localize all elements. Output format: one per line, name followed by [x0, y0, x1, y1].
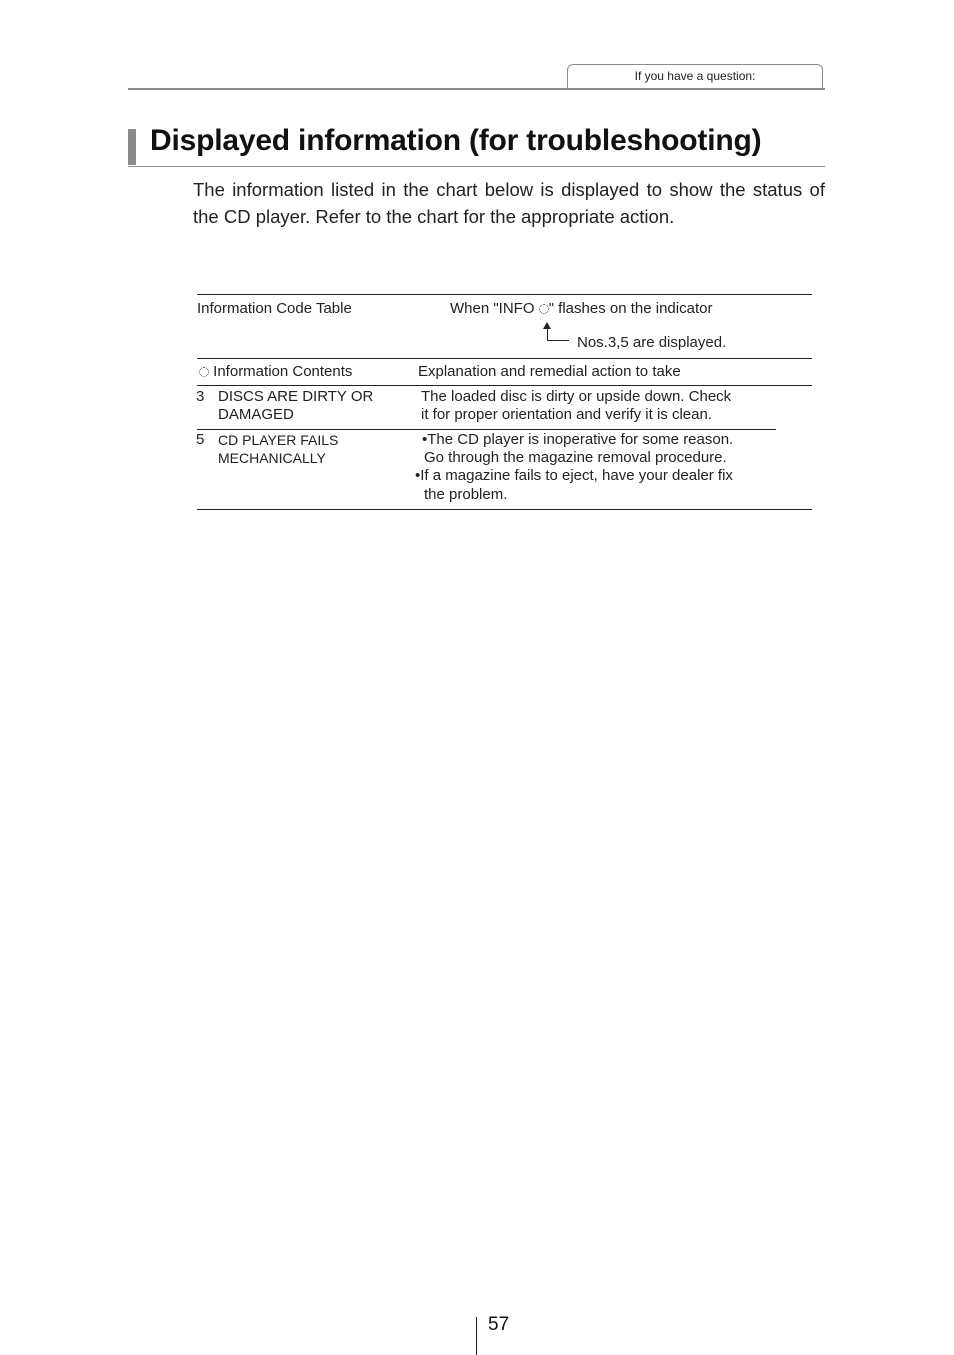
- column-header-contents-label: Information Contents: [213, 363, 353, 380]
- arrow-leg: [547, 340, 569, 341]
- explanation-line: The loaded disc is dirty or upside down. Check: [421, 388, 732, 405]
- page-number: 57: [488, 1314, 510, 1335]
- column-header-divider: [197, 385, 812, 386]
- dotted-circle-icon: [539, 304, 549, 314]
- explanation-line: the problem.: [424, 486, 508, 503]
- row-divider: [197, 429, 776, 430]
- column-header-explanation: Explanation and remedial action to take: [418, 363, 681, 380]
- table-top-rule: [197, 294, 812, 295]
- table-bottom-rule: [197, 509, 812, 510]
- dotted-circle-icon: [199, 367, 209, 377]
- section-tab-base: [567, 88, 825, 90]
- section-tab: If you have a question:: [567, 64, 823, 88]
- explanation-line: •The CD player is inoperative for some reason.: [422, 431, 734, 448]
- page-title: Displayed information (for troubleshooting): [150, 124, 762, 157]
- explanation-line: it for proper orientation and verify it is clean.: [421, 406, 712, 423]
- info-contents-line: DISCS ARE DIRTY OR: [218, 388, 374, 405]
- header-divider: [197, 358, 812, 359]
- title-underline: [128, 166, 825, 167]
- indicator-note: [450, 300, 712, 318]
- explanation-line: Go through the magazine removal procedure.: [424, 449, 727, 466]
- column-header-contents: [199, 363, 352, 381]
- intro-paragraph: The information listed in the chart below is displayed to show the status of the CD player. Refer to the chart for the appropriate action.: [193, 179, 825, 227]
- header-rule: [128, 88, 568, 90]
- info-contents-line: CD PLAYER FAILS: [218, 432, 339, 448]
- displayed-note: Nos.3,5 are displayed.: [577, 334, 727, 351]
- info-code: 5: [196, 431, 205, 448]
- info-code: 3: [196, 388, 205, 405]
- indicator-note-prefix: When "INFO: [450, 300, 539, 317]
- info-contents-line: MECHANICALLY: [218, 450, 326, 466]
- explanation-line: •If a magazine fails to eject, have your dealer fix: [415, 467, 733, 484]
- indicator-note-suffix: " flashes on the indicator: [548, 300, 713, 317]
- info-contents-line: DAMAGED: [218, 406, 294, 423]
- table-label: Information Code Table: [197, 300, 352, 317]
- page-number-rule: [476, 1317, 477, 1355]
- title-accent-bar: [128, 129, 136, 165]
